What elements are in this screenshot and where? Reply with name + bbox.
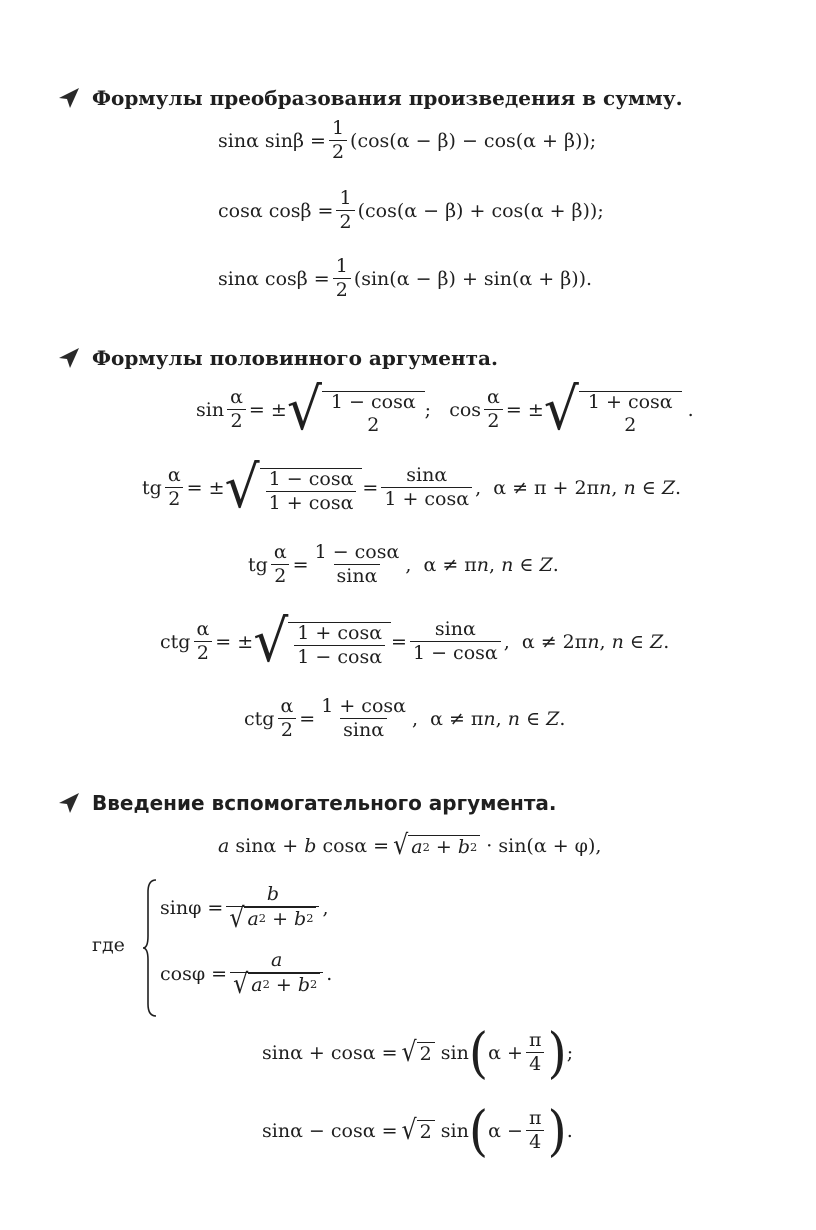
arrow-icon [58, 87, 80, 109]
formula-sin-cos: sinα cosβ = $\frac{1}{2}$ (sin(α − β) + sin(α + β)). [218, 255, 593, 301]
section-heading-half-angle [58, 346, 498, 370]
formula-sin-plus-cos: sinα + cosα = √ 2 sin ( α + $\frac{\pi}{4}$ ) ; [262, 1020, 574, 1085]
formula-tg-half: tg $\frac{\alpha}{2}$ = $\frac{1 - \cos\alpha}{\sin\alpha}$ , α ≠ πn, n ∈ Z. [248, 541, 559, 587]
where-label [92, 934, 125, 956]
arrow-icon [58, 792, 80, 814]
system-brace [142, 878, 158, 1018]
formula-cos-cos: cosα cosβ = $\frac{1}{2}$ (cos(α − β) + cos(α + β)); [218, 187, 604, 233]
section-heading-product-to-sum [58, 86, 683, 110]
formula-sin-sin: sinα sinβ = $\frac{1}{2}$ (cos(α − β) − cos(α + β)); [218, 117, 597, 163]
formula-ctg-half: ctg $\frac{\alpha}{2}$ = $\frac{1 + \cos\alpha}{\sin\alpha}$ , α ≠ πn, n ∈ Z. [244, 695, 566, 741]
formula-tg-half-root: tg $\frac{\alpha}{2}$ = ± √ 1 − cosα 1 + cosα = $\frac{\sin\alpha}{1 + \cos\alpha}$ , α ≠ π + 2πn, n ∈ Z. [142, 453, 682, 521]
formula-sin-phi: sinφ = b √ a 2 + b 2 , [160, 883, 329, 934]
formula-cos-phi: cosφ = a √ a 2 + b 2 . [160, 949, 333, 1000]
formula-ctg-half-root: ctg $\frac{\alpha}{2}$ = ± √ 1 + cosα 1 − cosα = $\frac{\sin\alpha}{1 - \cos\alpha}$ , α ≠ 2πn, n ∈ Z. [160, 607, 670, 675]
heading-text: Формулы преобразования произведения в сумму. [92, 86, 683, 110]
heading-text: Введение вспомогательного аргумента. [92, 791, 557, 815]
arrow-icon [58, 347, 80, 369]
where-text: где [92, 934, 125, 956]
section-heading-auxiliary-argument [58, 791, 557, 815]
formula-aux-main: a sinα + b cosα = √ a 2 + b 2 · sin(α + φ), [218, 828, 602, 861]
heading-text: Формулы половинного аргумента. [92, 346, 498, 370]
formula-sin-cos-half: sin $\frac{\alpha}{2}$ = ± √ 1 − cosα 2 ; cos $\frac{\alpha}{2}$ = ± √ 1 + cosα 2 . [196, 375, 694, 443]
formula-sin-minus-cos: sinα − cosα = √ 2 sin ( α − $\frac{\pi}{4}$ ) . [262, 1098, 573, 1163]
